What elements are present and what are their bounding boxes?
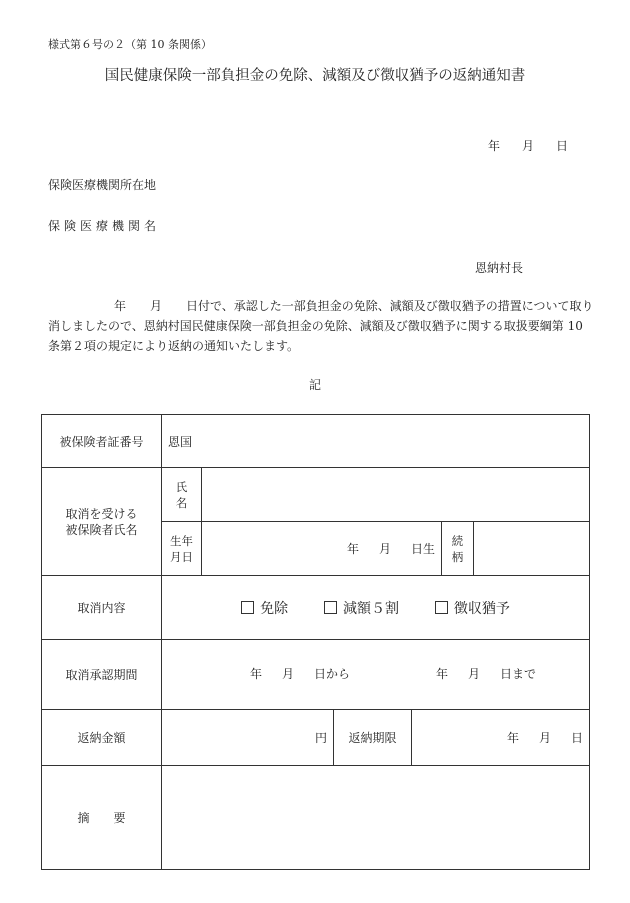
period-label: 取消承認期間: [42, 640, 162, 710]
checkbox-deferral[interactable]: [435, 601, 448, 614]
period-from: [250, 665, 350, 682]
deadline-year: 年: [506, 731, 519, 745]
insured-number-label: 被保険者証番号: [42, 415, 162, 468]
birthdate-label: [162, 522, 202, 576]
name-field[interactable]: [202, 468, 590, 522]
period-to-day: 日まで: [500, 666, 537, 681]
name-label: [162, 468, 202, 522]
issue-date-year: 年: [488, 139, 501, 153]
birth-month: 月: [378, 542, 391, 556]
insured-person-label-line2: 被保険者氏名: [65, 522, 138, 537]
document-title: 国民健康保険一部負担金の免除、減額及び徴収猶予の返納通知書: [104, 68, 526, 84]
body-month: 月: [150, 299, 163, 313]
birthdate-field[interactable]: [202, 522, 442, 576]
option-exemption-label: 免除: [260, 600, 289, 617]
period-to: [436, 665, 536, 682]
remarks-field[interactable]: [162, 766, 590, 870]
sender-name: 恩納村長: [475, 261, 524, 275]
insured-number-value[interactable]: 恩国: [162, 415, 590, 468]
yen-unit: 円: [314, 731, 327, 745]
checkbox-reduction[interactable]: [324, 601, 337, 614]
birth-day: 日生: [410, 542, 435, 556]
period-from-day: 日から: [314, 666, 351, 681]
deadline-field[interactable]: [412, 710, 589, 765]
row-remarks: [42, 766, 590, 870]
issue-date-day: 日: [556, 139, 569, 153]
period-from-month: 月: [282, 666, 295, 681]
relationship-label-line1: 続: [451, 533, 464, 548]
row-name: [42, 468, 590, 522]
body-year: 年: [114, 299, 127, 313]
institution-address-label: 保険医療機関所在地: [48, 178, 157, 192]
checkbox-exemption[interactable]: [241, 601, 254, 614]
body-text: 日付で、承認した一部負担金の免除、減額及び徴収猶予の措置について取り消しましたので、恩納村国民健康保険一部負担金の免除、減額及び徴収猶予に関する取扱要綱第 10 条第２項の規定により返納の通知いたします。: [48, 299, 594, 353]
option-deferral-label: 徴収猶予: [453, 600, 510, 617]
option-reduction-label: 減額５割: [343, 600, 399, 617]
name-label-line2: 名: [175, 495, 188, 510]
insured-person-label-line1: 取消を受ける: [65, 506, 138, 521]
birth-year: 年: [346, 542, 359, 556]
name-label-line1: 氏: [175, 479, 188, 494]
period-to-year: 年: [436, 666, 449, 681]
period-field[interactable]: [162, 640, 590, 710]
row-cancel-content: [42, 576, 590, 640]
body-paragraph: [48, 296, 596, 356]
notice-table: [41, 414, 590, 870]
row-insured-number: [42, 415, 590, 468]
relationship-label-line2: 柄: [451, 549, 464, 564]
refund-amount-label: 返納金額: [42, 710, 162, 766]
option-reduction[interactable]: [324, 598, 399, 618]
period-from-year: 年: [250, 666, 263, 681]
issue-date-month: 月: [522, 139, 535, 153]
deadline-day: 日: [571, 731, 584, 745]
cancel-options: [162, 576, 590, 640]
row-amount: [42, 710, 590, 766]
refund-amount-field[interactable]: [162, 710, 334, 765]
birthdate-label-line2: 月日: [170, 549, 193, 564]
period-to-month: 月: [468, 666, 481, 681]
row-period: [42, 640, 590, 710]
relationship-label: [442, 522, 474, 576]
insured-person-label: [42, 468, 162, 576]
remarks-label: 摘 要: [42, 766, 162, 870]
deadline-month: 月: [538, 731, 551, 745]
form-number: 様式第６号の２（第 10 条関係）: [48, 38, 212, 51]
deadline-label: [334, 710, 412, 765]
ki-heading: 記: [308, 378, 321, 392]
relationship-field[interactable]: [474, 522, 590, 576]
institution-name-label: 保険医療機関名: [48, 219, 161, 233]
issue-date: [488, 137, 568, 154]
option-deferral[interactable]: [435, 598, 510, 618]
option-exemption[interactable]: [241, 598, 288, 618]
birthdate-label-line1: 生年: [170, 533, 193, 548]
refund-amount-row: [162, 710, 590, 766]
deadline-label-text: 返納期限: [348, 731, 397, 745]
cancel-content-label: 取消内容: [42, 576, 162, 640]
